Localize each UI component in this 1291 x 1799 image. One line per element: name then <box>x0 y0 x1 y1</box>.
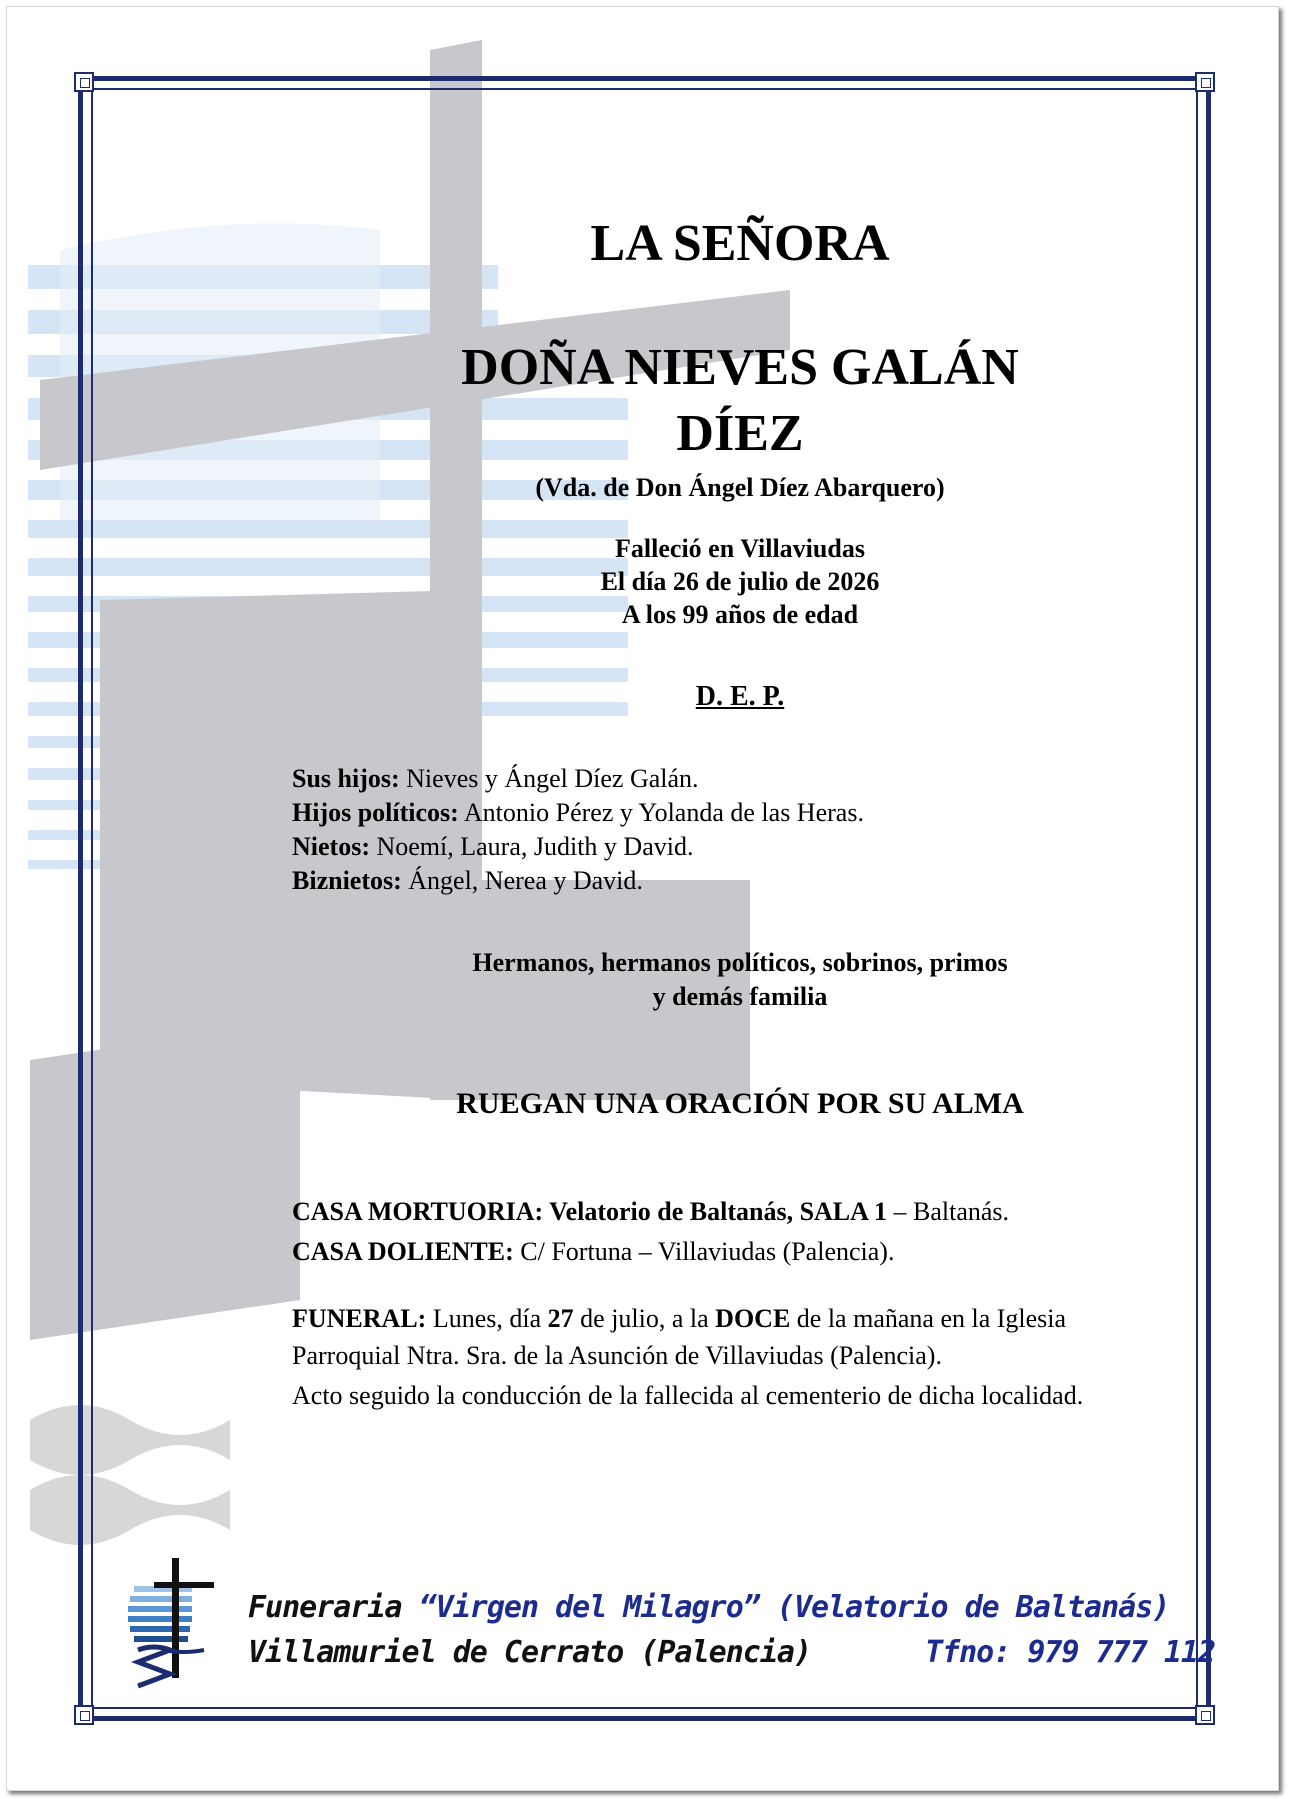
family-row-in-laws <box>292 796 864 830</box>
relatives-block <box>240 946 1240 1014</box>
deceased-name-line1: DOÑA NIEVES GALÁN <box>461 339 1019 396</box>
family-label: Hijos políticos: <box>292 798 459 827</box>
family-value: Noemí, Laura, Judith y David. <box>369 832 694 861</box>
age-at-death: A los 99 años de edad <box>621 600 859 629</box>
funeral-text: de la mañana en la Iglesia <box>790 1304 1067 1333</box>
funeral-label: FUNERAL: <box>292 1304 427 1333</box>
family-label: Biznietos: <box>292 866 402 895</box>
funeral-day: 27 <box>547 1304 574 1333</box>
company-name-line <box>248 1590 1169 1625</box>
casa-mortuoria-venue: Velatorio de Baltanás, SALA 1 <box>543 1197 887 1226</box>
widow-of-line: (Vda. de Don Ángel Díez Abarquero) <box>535 473 945 502</box>
family-value: Ángel, Nerea y David. <box>401 866 643 895</box>
death-place: Falleció en Villaviudas <box>615 534 865 563</box>
funeral-hour: DOCE <box>715 1304 791 1333</box>
prayer-request: RUEGAN UNA ORACIÓN POR SU ALMA <box>456 1087 1024 1120</box>
company-phone: Tfno: 979 777 112 <box>925 1635 1216 1670</box>
family-label: Sus hijos: <box>292 764 400 793</box>
casa-doliente-address: C/ Fortuna – Villaviudas (Palencia). <box>513 1237 895 1266</box>
funeral-line1 <box>292 1300 1083 1337</box>
family-value: Antonio Pérez y Yolanda de las Heras. <box>458 798 864 827</box>
funeral-text: Lunes, día <box>426 1304 548 1333</box>
family-row-great-grandchildren <box>292 864 864 898</box>
relatives-line1: Hermanos, hermanos políticos, sobrinos, primos <box>472 948 1008 977</box>
company-prefix: Funeraria <box>248 1590 419 1625</box>
rip-label: D. E. P. <box>695 681 785 712</box>
casa-mortuoria-town: – Baltanás. <box>886 1197 1010 1226</box>
family-row-children <box>292 762 864 796</box>
company-name: “Virgen del Milagro” (Velatorio de Baltanás) <box>418 1590 1170 1625</box>
notice-title: LA SEÑORA <box>590 215 890 272</box>
death-info-block <box>240 532 1240 631</box>
houses-block <box>292 1192 1009 1272</box>
casa-mortuoria-label: CASA MORTUORIA: <box>292 1197 544 1226</box>
casa-doliente-label: CASA DOLIENTE: <box>292 1237 514 1266</box>
death-date: El día 26 de julio de 2026 <box>600 567 880 596</box>
funeral-block <box>292 1300 1083 1414</box>
family-label: Nietos: <box>292 832 370 861</box>
casa-doliente-line <box>292 1232 1009 1272</box>
family-row-grandchildren <box>292 830 864 864</box>
company-address: Villamuriel de Cerrato (Palencia) <box>248 1635 812 1670</box>
deceased-name-line2: DÍEZ <box>676 405 804 462</box>
family-value: Nieves y Ángel Díez Galán. <box>399 764 699 793</box>
family-list <box>292 762 864 898</box>
funeral-line2: Parroquial Ntra. Sra. de la Asunción de Villaviudas (Palencia). <box>292 1341 942 1370</box>
funeral-line3: Acto seguido la conducción de la fallecida al cementerio de dicha localidad. <box>292 1381 1084 1410</box>
casa-mortuoria-line <box>292 1192 1009 1232</box>
relatives-line2: y demás familia <box>652 982 828 1011</box>
funeral-text: de julio, a la <box>573 1304 716 1333</box>
funeral-home-logo <box>124 1558 224 1698</box>
